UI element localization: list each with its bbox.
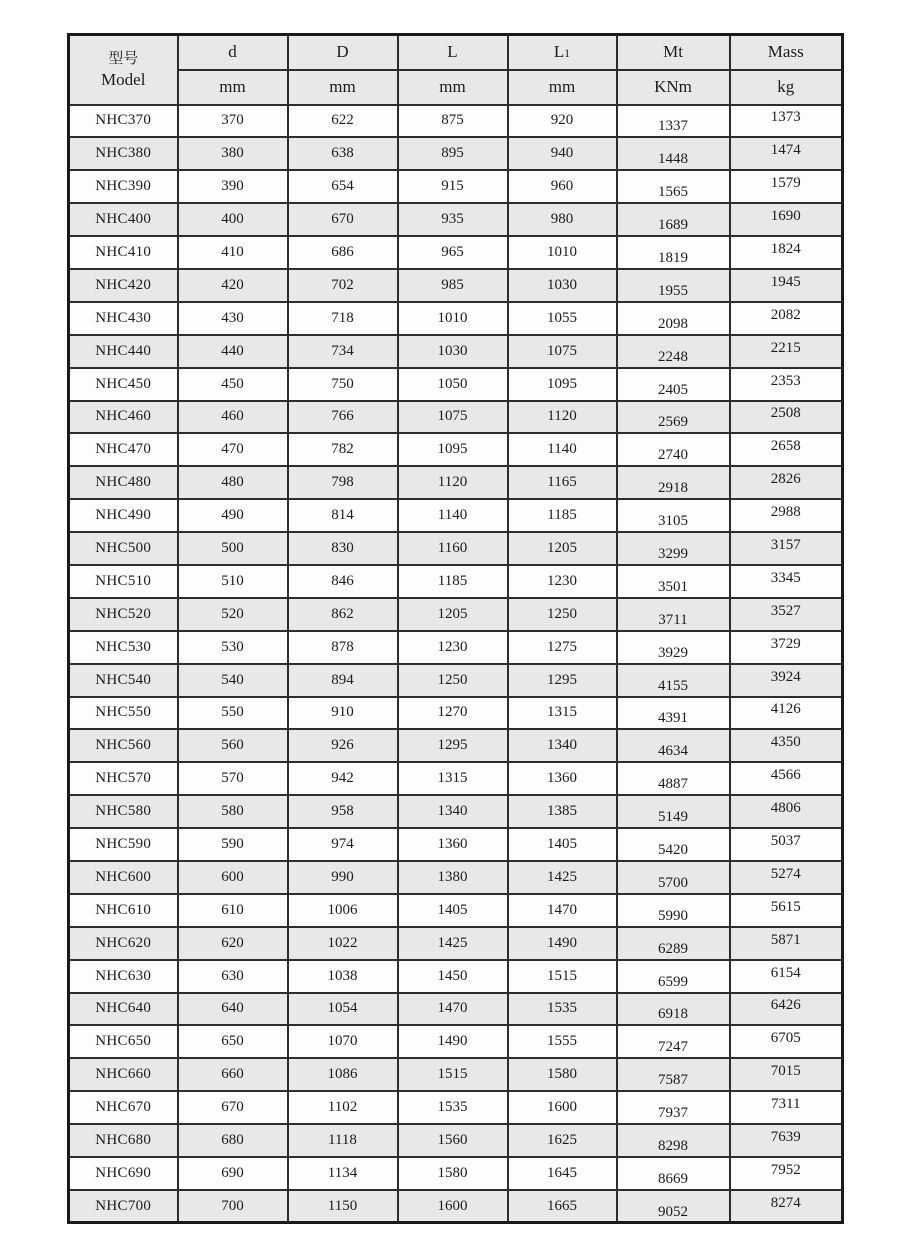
cell-L: 1515 (398, 1058, 508, 1091)
cell-Mt: 2569 (617, 401, 730, 434)
cell-d: 510 (178, 565, 288, 598)
cell-model: NHC580 (69, 795, 178, 828)
cell-Mt: 3929 (617, 631, 730, 664)
cell-model: NHC480 (69, 466, 178, 499)
cell-Mt: 2098 (617, 302, 730, 335)
cell-L: 935 (398, 203, 508, 236)
cell-Mass: 2508 (730, 401, 843, 434)
cell-L: 985 (398, 269, 508, 302)
cell-D: 878 (288, 631, 398, 664)
cell-Mt: 3711 (617, 598, 730, 631)
cell-d: 400 (178, 203, 288, 236)
table-row (69, 170, 843, 203)
cell-d: 570 (178, 762, 288, 795)
table-row (69, 236, 843, 269)
cell-L: 1250 (398, 664, 508, 697)
cell-D: 862 (288, 598, 398, 631)
cell-L: 1405 (398, 894, 508, 927)
table-row (69, 401, 843, 434)
cell-D: 1054 (288, 993, 398, 1026)
table-row (69, 137, 843, 170)
cell-Mass: 6705 (730, 1025, 843, 1058)
cell-d: 420 (178, 269, 288, 302)
table-row (69, 762, 843, 795)
header-unit-Mt: KNm (617, 70, 730, 105)
cell-L1: 1665 (508, 1190, 617, 1223)
cell-Mass: 3729 (730, 631, 843, 664)
cell-Mass: 6154 (730, 960, 843, 993)
header-col-Mass: Mass (730, 35, 843, 70)
header-row-labels (69, 35, 843, 70)
table-row (69, 499, 843, 532)
cell-d: 480 (178, 466, 288, 499)
cell-D: 1118 (288, 1124, 398, 1157)
cell-d: 560 (178, 729, 288, 762)
cell-Mass: 5037 (730, 828, 843, 861)
cell-Mt: 1689 (617, 203, 730, 236)
cell-L1: 1600 (508, 1091, 617, 1124)
cell-Mt: 8669 (617, 1157, 730, 1190)
cell-L1: 1165 (508, 466, 617, 499)
cell-D: 766 (288, 401, 398, 434)
cell-model: NHC490 (69, 499, 178, 532)
cell-d: 520 (178, 598, 288, 631)
cell-L1: 1490 (508, 927, 617, 960)
cell-d: 440 (178, 335, 288, 368)
cell-L1: 1555 (508, 1025, 617, 1058)
header-unit-Mass: kg (730, 70, 843, 105)
cell-L1: 1360 (508, 762, 617, 795)
header-unit-L: mm (398, 70, 508, 105)
cell-d: 470 (178, 433, 288, 466)
cell-d: 450 (178, 368, 288, 401)
table-row (69, 894, 843, 927)
cell-d: 670 (178, 1091, 288, 1124)
cell-D: 782 (288, 433, 398, 466)
header-col-L1-subscript: 1 (564, 47, 571, 61)
cell-d: 550 (178, 697, 288, 730)
cell-L1: 960 (508, 170, 617, 203)
cell-Mass: 3527 (730, 598, 843, 631)
cell-Mass: 7311 (730, 1091, 843, 1124)
header-model-zh: 型号 (108, 50, 139, 67)
cell-Mass: 8274 (730, 1190, 843, 1223)
cell-Mt: 4155 (617, 664, 730, 697)
cell-L: 1380 (398, 861, 508, 894)
table-row (69, 269, 843, 302)
cell-D: 654 (288, 170, 398, 203)
cell-L: 1580 (398, 1157, 508, 1190)
cell-L: 1360 (398, 828, 508, 861)
cell-Mass: 3924 (730, 664, 843, 697)
cell-Mt: 1565 (617, 170, 730, 203)
cell-Mt: 2740 (617, 433, 730, 466)
cell-L1: 1185 (508, 499, 617, 532)
cell-d: 660 (178, 1058, 288, 1091)
cell-D: 622 (288, 105, 398, 138)
cell-L: 1075 (398, 401, 508, 434)
cell-Mt: 4887 (617, 762, 730, 795)
cell-L: 965 (398, 236, 508, 269)
cell-L1: 1075 (508, 335, 617, 368)
cell-model: NHC660 (69, 1058, 178, 1091)
cell-model: NHC520 (69, 598, 178, 631)
cell-d: 370 (178, 105, 288, 138)
cell-model: NHC380 (69, 137, 178, 170)
cell-model: NHC590 (69, 828, 178, 861)
cell-Mass: 2658 (730, 433, 843, 466)
cell-L: 1450 (398, 960, 508, 993)
cell-Mass: 1474 (730, 137, 843, 170)
cell-model: NHC670 (69, 1091, 178, 1124)
cell-Mass: 1824 (730, 236, 843, 269)
cell-L1: 1385 (508, 795, 617, 828)
cell-Mass: 2826 (730, 466, 843, 499)
cell-d: 690 (178, 1157, 288, 1190)
table-row (69, 368, 843, 401)
cell-model: NHC470 (69, 433, 178, 466)
cell-model: NHC700 (69, 1190, 178, 1223)
header-row-units (69, 70, 843, 105)
cell-model: NHC420 (69, 269, 178, 302)
cell-d: 620 (178, 927, 288, 960)
cell-d: 540 (178, 664, 288, 697)
cell-Mass: 5615 (730, 894, 843, 927)
header-col-D: D (288, 35, 398, 70)
cell-L1: 1515 (508, 960, 617, 993)
cell-Mass: 6426 (730, 993, 843, 1026)
table-header (69, 35, 843, 105)
table-row (69, 697, 843, 730)
cell-L1: 1580 (508, 1058, 617, 1091)
cell-L1: 1120 (508, 401, 617, 434)
table-row (69, 993, 843, 1026)
cell-D: 910 (288, 697, 398, 730)
cell-L1: 1625 (508, 1124, 617, 1157)
cell-d: 410 (178, 236, 288, 269)
cell-d: 640 (178, 993, 288, 1026)
table-row (69, 1025, 843, 1058)
table-row (69, 795, 843, 828)
cell-L: 1470 (398, 993, 508, 1026)
cell-L: 1340 (398, 795, 508, 828)
cell-L: 1120 (398, 466, 508, 499)
header-col-L1: L1 (508, 35, 617, 70)
cell-Mass: 7952 (730, 1157, 843, 1190)
cell-Mass: 7015 (730, 1058, 843, 1091)
table-row (69, 203, 843, 236)
cell-Mt: 2405 (617, 368, 730, 401)
cell-Mt: 1337 (617, 105, 730, 138)
cell-model: NHC680 (69, 1124, 178, 1157)
table-row (69, 565, 843, 598)
table-row (69, 664, 843, 697)
cell-model: NHC640 (69, 993, 178, 1026)
cell-L: 1160 (398, 532, 508, 565)
cell-model: NHC620 (69, 927, 178, 960)
cell-d: 390 (178, 170, 288, 203)
cell-model: NHC370 (69, 105, 178, 138)
cell-model: NHC540 (69, 664, 178, 697)
table-row (69, 598, 843, 631)
cell-L1: 940 (508, 137, 617, 170)
cell-D: 958 (288, 795, 398, 828)
cell-Mass: 2353 (730, 368, 843, 401)
cell-L: 895 (398, 137, 508, 170)
cell-L: 1230 (398, 631, 508, 664)
cell-L: 1295 (398, 729, 508, 762)
table-row (69, 960, 843, 993)
cell-L1: 1250 (508, 598, 617, 631)
cell-Mt: 5420 (617, 828, 730, 861)
cell-model: NHC410 (69, 236, 178, 269)
cell-model: NHC440 (69, 335, 178, 368)
cell-model: NHC390 (69, 170, 178, 203)
cell-D: 1006 (288, 894, 398, 927)
cell-L1: 1470 (508, 894, 617, 927)
cell-Mass: 3157 (730, 532, 843, 565)
cell-Mt: 7937 (617, 1091, 730, 1124)
cell-d: 460 (178, 401, 288, 434)
header-unit-L1: mm (508, 70, 617, 105)
cell-L1: 1315 (508, 697, 617, 730)
cell-Mass: 2215 (730, 335, 843, 368)
cell-model: NHC400 (69, 203, 178, 236)
cell-L: 1205 (398, 598, 508, 631)
header-col-d: d (178, 35, 288, 70)
cell-L1: 1030 (508, 269, 617, 302)
cell-d: 610 (178, 894, 288, 927)
table-row (69, 1157, 843, 1190)
table-row (69, 631, 843, 664)
cell-Mass: 4806 (730, 795, 843, 828)
cell-D: 1022 (288, 927, 398, 960)
table-row (69, 729, 843, 762)
table-body (69, 105, 843, 1223)
cell-model: NHC600 (69, 861, 178, 894)
cell-model: NHC430 (69, 302, 178, 335)
cell-Mt: 3299 (617, 532, 730, 565)
cell-Mt: 7587 (617, 1058, 730, 1091)
cell-D: 942 (288, 762, 398, 795)
cell-model: NHC550 (69, 697, 178, 730)
cell-D: 894 (288, 664, 398, 697)
cell-L: 1535 (398, 1091, 508, 1124)
cell-L1: 1405 (508, 828, 617, 861)
cell-L: 1050 (398, 368, 508, 401)
cell-L: 875 (398, 105, 508, 138)
cell-Mt: 6599 (617, 960, 730, 993)
cell-Mt: 1955 (617, 269, 730, 302)
table-row (69, 1124, 843, 1157)
cell-model: NHC460 (69, 401, 178, 434)
table-row (69, 466, 843, 499)
cell-D: 798 (288, 466, 398, 499)
cell-D: 830 (288, 532, 398, 565)
table-row (69, 433, 843, 466)
cell-d: 590 (178, 828, 288, 861)
table-row (69, 828, 843, 861)
cell-Mass: 2082 (730, 302, 843, 335)
cell-L: 1315 (398, 762, 508, 795)
cell-Mt: 6289 (617, 927, 730, 960)
cell-model: NHC570 (69, 762, 178, 795)
cell-L1: 1535 (508, 993, 617, 1026)
cell-model: NHC530 (69, 631, 178, 664)
cell-D: 1038 (288, 960, 398, 993)
cell-model: NHC500 (69, 532, 178, 565)
cell-L: 1185 (398, 565, 508, 598)
cell-Mass: 1690 (730, 203, 843, 236)
cell-Mt: 1448 (617, 137, 730, 170)
cell-Mt: 5700 (617, 861, 730, 894)
cell-L1: 1205 (508, 532, 617, 565)
table-row (69, 927, 843, 960)
cell-L: 1490 (398, 1025, 508, 1058)
table-row (69, 1190, 843, 1223)
cell-Mt: 8298 (617, 1124, 730, 1157)
cell-model: NHC630 (69, 960, 178, 993)
cell-L: 1600 (398, 1190, 508, 1223)
cell-L: 1140 (398, 499, 508, 532)
cell-d: 580 (178, 795, 288, 828)
cell-Mt: 4391 (617, 697, 730, 730)
cell-L1: 1140 (508, 433, 617, 466)
cell-L1: 1010 (508, 236, 617, 269)
cell-D: 718 (288, 302, 398, 335)
table-row (69, 302, 843, 335)
cell-D: 974 (288, 828, 398, 861)
cell-model: NHC650 (69, 1025, 178, 1058)
cell-d: 430 (178, 302, 288, 335)
cell-d: 600 (178, 861, 288, 894)
cell-L1: 1230 (508, 565, 617, 598)
cell-D: 702 (288, 269, 398, 302)
cell-Mt: 2248 (617, 335, 730, 368)
header-model (69, 35, 178, 105)
cell-L1: 1645 (508, 1157, 617, 1190)
cell-Mt: 3105 (617, 499, 730, 532)
cell-Mt: 1819 (617, 236, 730, 269)
cell-Mass: 1579 (730, 170, 843, 203)
cell-model: NHC450 (69, 368, 178, 401)
cell-D: 638 (288, 137, 398, 170)
cell-Mass: 7639 (730, 1124, 843, 1157)
cell-D: 926 (288, 729, 398, 762)
cell-Mass: 5871 (730, 927, 843, 960)
cell-L: 1010 (398, 302, 508, 335)
header-col-L: L (398, 35, 508, 70)
cell-L: 1270 (398, 697, 508, 730)
header-unit-d: mm (178, 70, 288, 105)
cell-L1: 1055 (508, 302, 617, 335)
cell-D: 686 (288, 236, 398, 269)
cell-L: 915 (398, 170, 508, 203)
cell-Mass: 4566 (730, 762, 843, 795)
cell-D: 1134 (288, 1157, 398, 1190)
cell-Mass: 1373 (730, 105, 843, 138)
cell-Mass: 5274 (730, 861, 843, 894)
cell-Mass: 4350 (730, 729, 843, 762)
cell-Mt: 4634 (617, 729, 730, 762)
cell-d: 380 (178, 137, 288, 170)
cell-model: NHC510 (69, 565, 178, 598)
cell-D: 990 (288, 861, 398, 894)
cell-L1: 920 (508, 105, 617, 138)
cell-D: 734 (288, 335, 398, 368)
cell-D: 1150 (288, 1190, 398, 1223)
cell-d: 630 (178, 960, 288, 993)
cell-D: 814 (288, 499, 398, 532)
cell-L: 1095 (398, 433, 508, 466)
header-col-Mt: Mt (617, 35, 730, 70)
table-row (69, 532, 843, 565)
cell-L1: 980 (508, 203, 617, 236)
table-row (69, 1058, 843, 1091)
cell-d: 680 (178, 1124, 288, 1157)
header-model-en: Model (101, 69, 146, 89)
cell-Mt: 6918 (617, 993, 730, 1026)
cell-d: 650 (178, 1025, 288, 1058)
cell-L: 1030 (398, 335, 508, 368)
cell-model: NHC690 (69, 1157, 178, 1190)
cell-L1: 1095 (508, 368, 617, 401)
table-row (69, 861, 843, 894)
header-unit-D: mm (288, 70, 398, 105)
table-row (69, 1091, 843, 1124)
cell-L1: 1340 (508, 729, 617, 762)
cell-D: 670 (288, 203, 398, 236)
cell-Mt: 2918 (617, 466, 730, 499)
cell-Mass: 1945 (730, 269, 843, 302)
cell-Mass: 4126 (730, 697, 843, 730)
cell-Mt: 5149 (617, 795, 730, 828)
cell-L: 1560 (398, 1124, 508, 1157)
cell-Mt: 9052 (617, 1190, 730, 1223)
cell-L1: 1275 (508, 631, 617, 664)
cell-Mass: 2988 (730, 499, 843, 532)
cell-model: NHC610 (69, 894, 178, 927)
cell-Mt: 3501 (617, 565, 730, 598)
cell-D: 846 (288, 565, 398, 598)
cell-L1: 1295 (508, 664, 617, 697)
cell-D: 1070 (288, 1025, 398, 1058)
cell-L: 1425 (398, 927, 508, 960)
cell-d: 700 (178, 1190, 288, 1223)
cell-d: 530 (178, 631, 288, 664)
cell-model: NHC560 (69, 729, 178, 762)
cell-d: 490 (178, 499, 288, 532)
table-row (69, 335, 843, 368)
cell-D: 750 (288, 368, 398, 401)
cell-Mt: 5990 (617, 894, 730, 927)
cell-Mass: 3345 (730, 565, 843, 598)
cell-L1: 1425 (508, 861, 617, 894)
cell-D: 1086 (288, 1058, 398, 1091)
cell-d: 500 (178, 532, 288, 565)
table-row (69, 105, 843, 138)
spec-table (67, 33, 844, 1224)
cell-Mt: 7247 (617, 1025, 730, 1058)
cell-D: 1102 (288, 1091, 398, 1124)
